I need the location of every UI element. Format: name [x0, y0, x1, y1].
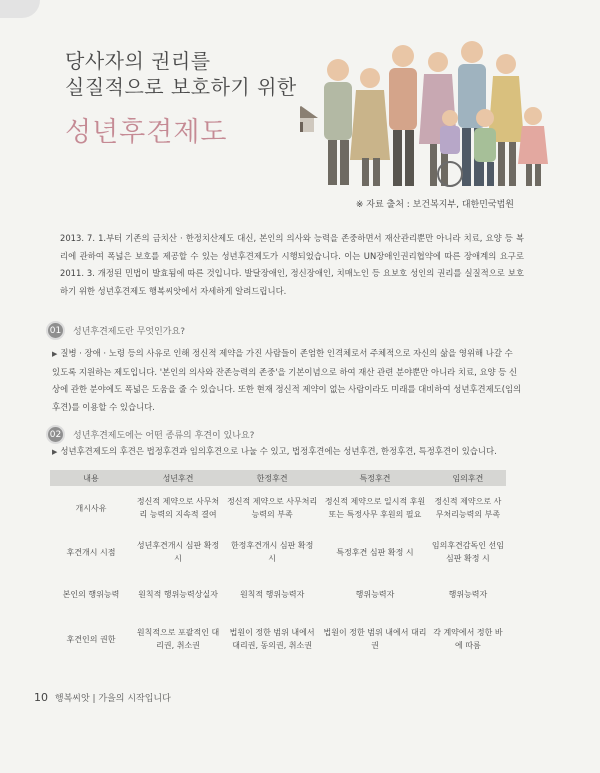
table-cell: 법원이 정한 범위 내에서 대리권 — [323, 628, 427, 650]
guardianship-comparison-table — [50, 470, 506, 664]
table-cell: 각 계약에서 정한 바에 따름 — [433, 628, 503, 650]
family-illustration — [300, 8, 560, 198]
section-1-number-badge: 01 — [46, 321, 65, 340]
page-footer — [34, 691, 171, 704]
title-line-2: 실질적으로 보호하기 위한 — [65, 75, 297, 99]
boy-figure — [474, 109, 496, 186]
table-cell: 임의후견감독인 선임 심판 확정 시 — [431, 541, 504, 563]
table-cell: 원칙적 행위능력상실자 — [138, 589, 218, 599]
source-note: ※ 자료 출처 : 보건복지부, 대한민국법원 — [355, 200, 514, 210]
table-cell: 정신적 제약으로 사무처리능력의 부족 — [227, 497, 318, 519]
table-header-cell: 특정후견 — [320, 470, 430, 486]
table-cell: 후견인의 권한 — [66, 634, 116, 644]
table-cell: 원칙적 행위능력자 — [239, 589, 305, 599]
title-block — [65, 48, 297, 149]
grandfather-figure — [324, 59, 352, 185]
table-row — [50, 574, 506, 614]
grandmother-figure — [350, 68, 390, 186]
section-2-heading — [46, 425, 254, 444]
corner-tab — [0, 0, 40, 18]
footer-text: 행복씨앗 | 가을의 시작입니다 — [54, 694, 171, 704]
section-1-question: 성년후견제도란 무엇인가요? — [73, 327, 185, 337]
table-cell: 한정후견개시 심판 확정 시 — [230, 541, 314, 563]
table-cell: 행위능력자 — [355, 589, 395, 599]
table-header-row — [50, 470, 506, 486]
section-1-answer — [52, 345, 522, 416]
table-cell: 행위능력자 — [448, 589, 488, 599]
table-cell: 성년후견개시 심판 확정 시 — [136, 541, 220, 563]
table-header-cell: 내용 — [50, 470, 132, 486]
section-2-answer-text: 성년후견제도의 후견은 법정후견과 임의후견으로 나눌 수 있고, 법정후견에는 성년후견, 한정후견, 특정후견이 있습니다. — [60, 446, 497, 456]
table-cell: 정신적 제약으로 사무처리 능력의 지속적 결여 — [136, 497, 220, 519]
girl-figure — [518, 107, 548, 186]
section-1-heading — [46, 321, 185, 340]
table-cell: 법원이 정한 범위 내에서 대리권, 동의권, 취소권 — [229, 628, 315, 650]
table-cell: 원칙적으로 포괄적인 대리권, 취소권 — [136, 628, 220, 650]
title-main: 성년후견제도 — [65, 117, 228, 148]
intro-paragraph: 2013. 7. 1.부터 기존의 금치산 · 한정치산제도 대신, 본인의 의사와 능력을 존중하면서 재산관리뿐만 아니라 치료, 요양 등 복리에 관하여 폭넓은 보호를 제공할 수 있는 성년후견제도가 시행되었습니다. 이는 UN장애인권리협약에 따른 장애계의 요구로 2011. 3. 개정된 민법이 발효됨에 따른 것입니다. 발달장애인, 정신장애인, 치매노인 등 요보호 성인의 권리를 실질적으로 보호하기 위한 성년후견제도 행복씨앗에서 자세하게 알려드립니다. — [60, 233, 524, 296]
page-number: 10 — [34, 691, 48, 704]
table-header-cell: 한정후견 — [224, 470, 320, 486]
table-cell: 후견개시 시점 — [66, 547, 116, 557]
table-row — [50, 530, 506, 574]
triangle-bullet-icon: ▶ — [52, 350, 58, 358]
table-header-cell: 임의후견 — [430, 470, 506, 486]
table-cell: 특정후견 심판 확정 시 — [336, 547, 414, 557]
table-row — [50, 486, 506, 530]
section-2-answer — [52, 443, 522, 462]
table-cell: 개시사유 — [75, 503, 107, 513]
section-2-number-badge: 02 — [46, 425, 65, 444]
section-1-answer-text: 질병 · 장애 · 노령 등의 사유로 인해 정신적 제약을 가진 사람들이 존엄한 인격체로서 주체적으로 자신의 삶을 영위해 나갈 수 있도록 지원하는 제도입니다. '본인의 의사와 잔존능력의 존중'을 기본이념으로 하여 재산 관련 분야뿐만 아니라 치료, 요양 등 신상에 관한 분야에도 폭넓은 도움을 줄 수 있습니다. 또한 현재 정신적 제약이 없는 사람이라도 미래를 대비하여 성년후견제도(임의후견)를 이용할 수 있습니다. — [52, 348, 522, 412]
triangle-bullet-icon: ▶ — [52, 448, 58, 456]
section-2-question: 성년후견제도에는 어떤 종류의 후견이 있나요? — [73, 431, 255, 441]
table-cell: 정신적 제약으로 사무처리능력의 부족 — [434, 497, 502, 519]
table-cell: 정신적 제약으로 일시적 후원 또는 특정사무 후원의 필요 — [324, 497, 426, 519]
title-line-1: 당사자의 권리를 — [65, 49, 211, 73]
table-row — [50, 614, 506, 664]
table-cell: 본인의 행위능력 — [62, 589, 120, 599]
father-figure — [389, 45, 417, 186]
table-header-cell: 성년후견 — [132, 470, 224, 486]
house-icon — [300, 106, 318, 132]
